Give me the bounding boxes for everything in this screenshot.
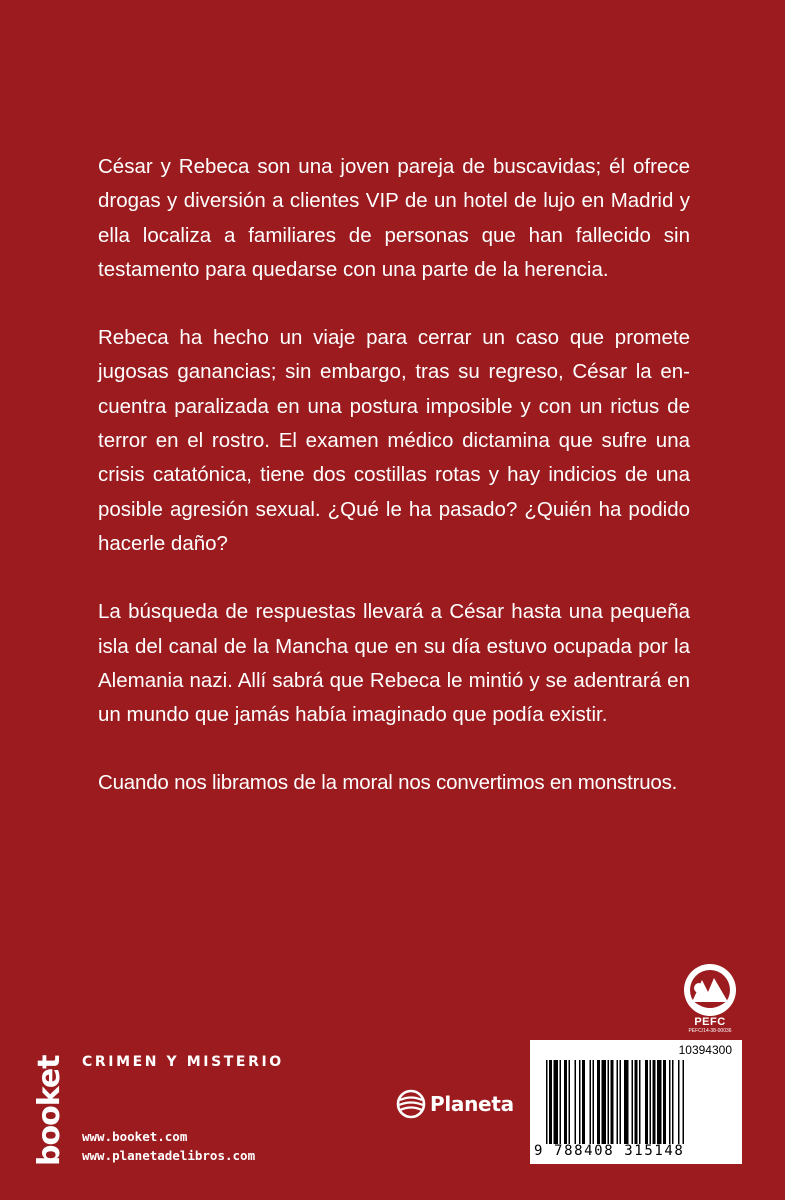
back-cover-blurb	[98, 150, 690, 835]
planeta-name: Planeta	[430, 1092, 514, 1116]
booket-logo-text: booket	[32, 1055, 67, 1166]
planeta-globe-icon	[396, 1089, 426, 1119]
pefc-logo-icon	[682, 962, 738, 1018]
website-booket: www.booket.com	[82, 1129, 188, 1144]
barcode-ean-number: 9 788408 315148	[534, 1143, 685, 1159]
pefc-code: PEFC/14-38-00036	[688, 1028, 732, 1034]
pefc-certification	[679, 962, 741, 1038]
barcode-internal-code: 10394300	[678, 1043, 732, 1057]
genre-label: CRIMEN Y MISTERIO	[82, 1054, 284, 1070]
blurb-paragraph-2: Rebeca ha hecho un viaje para cerrar un caso que promete jugosas ganancias; sin embargo, tras su regreso, César la encuentra paralizada en una postura imposible y con un rictus de terror en el rostro. El examen médico dictamina que sufre una crisis catatónica, tiene dos costillas rotas y hay indicios de una posible agresión sexual. ¿Qué le ha pasado? ¿Quién ha podido hacerle daño?	[98, 326, 690, 555]
blurb-paragraph-1: César y Rebeca son una joven pareja de buscavidas; él ofrece drogas y diversión a clientes VIP de un hotel de lujo en Madrid y ella localiza a familiares de personas que han fallecido sin testamento para quedarse con una parte de la herencia.	[98, 155, 690, 281]
booket-logo	[28, 1024, 68, 1174]
blurb-paragraph-3: La búsqueda de respuestas llevará a César hasta una pequeña isla del canal de la Mancha que en su día estuvo ocupada por la Alemania nazi. Allí sabrá que Rebeca le mintió y se adentrará en un mundo que jamás había imaginado que podía existir.	[98, 600, 690, 727]
isbn-barcode	[530, 1040, 742, 1164]
planeta-publisher-logo	[396, 1087, 514, 1121]
website-list	[82, 1127, 255, 1165]
website-planetadelibros: www.planetadelibros.com	[82, 1148, 256, 1163]
pefc-label: PEFC	[694, 1016, 726, 1028]
barcode-bars	[546, 1060, 732, 1144]
blurb-tagline: Cuando nos libramos de la moral nos convertimos en monstruos.	[98, 771, 678, 795]
